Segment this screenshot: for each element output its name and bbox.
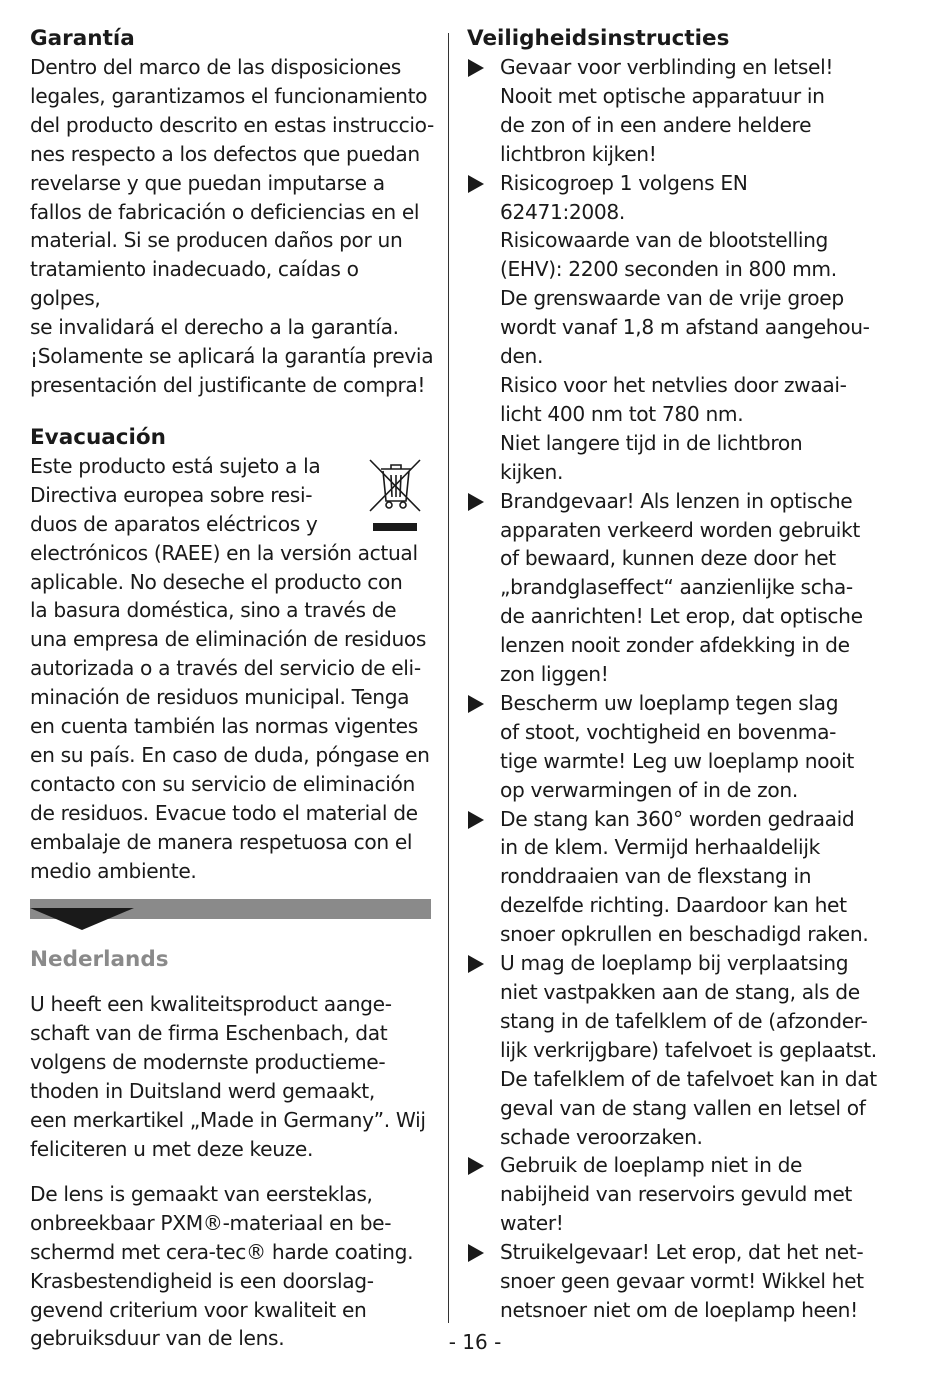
nederlands-lens-text: De lens is gemaakt van eersteklas, onbreekbaar PXM®-materiaal en be- schermd met cera-tec® harde coating. Krasbestendigheid is een doorslag- gevend criterium voor kwaliteit en gebruiksduur van de lens. bbox=[30, 1181, 414, 1351]
garantia-text: Dentro del marco de las disposiciones legales, garantizamos el funcionamiento del producto descrito en estas instruccio- nes respecto a los defectos que puedan revelarse y que puedan imputarse a fallos de fabricación o deficiencias en el material. Si se producen daños por un tratamiento inadecuado, caídas o golpes, se invalidará el derecho a la garantía. ¡Solamente se aplicará la garantía previa presentación del justificante de compra! bbox=[30, 55, 434, 397]
bullet-triangle-icon bbox=[468, 1244, 484, 1262]
safety-item-text: U mag de loeplamp bij verplaatsing niet vastpakken aan de stang, als de stang in de tafelklem of de (afzonder- lijk verkrijgbare) tafelvoet is geplaatst. De tafelklem of de tafelvoet kan in dat geval van de stang vallen en letsel of schade veroorzaken. bbox=[500, 951, 877, 1149]
nederlands-intro-text: U heeft een kwaliteitsproduct aange- schaft van de firma Eschenbach, dat volgens de modernste productieme- thoden in Duitsland werd gemaakt, een merkartikel „Made in Germany”. Wij feliciteren u met deze keuze. bbox=[30, 992, 426, 1161]
safety-item-text: Struikelgevaar! Let erop, dat het net- snoer geen gevaar vormt! Wikkel het netsnoer niet om de loeplamp heen! bbox=[500, 1240, 864, 1322]
evacuacion-section bbox=[30, 423, 435, 886]
bullet-triangle-icon bbox=[468, 175, 484, 193]
bullet-triangle-icon bbox=[468, 59, 484, 77]
list-item bbox=[467, 949, 897, 1151]
bullet-triangle-icon bbox=[468, 811, 484, 829]
list-item bbox=[467, 1151, 897, 1238]
bullet-triangle-icon bbox=[468, 1157, 484, 1175]
evacuacion-text: Este producto está sujeto a la Directiva europea sobre resi- duos de aparatos eléctricos y electrónicos (RAEE) en la versión actual aplicable. No deseche el producto con la basura doméstica, sino a través de una empresa de eliminación de residuos autorizada o a través del servicio de eli- minación de residuos municipal. Tenga en cuenta también las normas vigentes en su país. En caso de duda, póngase en contacto con su servicio de eliminación de residuos. Evacue todo el material de embalaje de manera respetuosa con el medio ambiente. bbox=[30, 453, 430, 883]
section-arrow-icon bbox=[30, 908, 134, 930]
bullet-triangle-icon bbox=[468, 955, 484, 973]
safety-item-text: Gebruik de loeplamp niet in de nabijheid van reservoirs gevuld met water! bbox=[500, 1153, 853, 1236]
bullet-triangle-icon bbox=[468, 493, 484, 511]
list-item bbox=[467, 169, 897, 487]
bullet-triangle-icon bbox=[468, 695, 484, 713]
list-item bbox=[467, 487, 897, 689]
garantia-heading: Garantía bbox=[30, 26, 135, 51]
column-divider bbox=[448, 33, 449, 1323]
list-item bbox=[467, 1238, 897, 1325]
page-number: - 16 - bbox=[448, 1330, 502, 1354]
safety-item-text: De stang kan 360° worden gedraaid in de klem. Vermijd herhaaldelijk ronddraaien van de flexstang in dezelfde richting. Daardoor kan het snoer opkrullen en beschadigd raken. bbox=[500, 806, 869, 947]
list-item bbox=[467, 805, 897, 950]
list-item bbox=[467, 689, 897, 805]
right-column bbox=[467, 24, 897, 1325]
safety-list bbox=[467, 53, 897, 1325]
evacuacion-heading: Evacuación bbox=[30, 424, 166, 450]
list-item bbox=[467, 53, 897, 169]
weee-crossed-bin-icon bbox=[367, 457, 423, 535]
safety-item-text: Bescherm uw loeplamp tegen slag of stoot, vochtigheid en bovenma- tige warmte! Leg uw loeplamp nooit op verwarmingen of in de zon. bbox=[500, 690, 854, 802]
language-band bbox=[30, 899, 431, 919]
left-column bbox=[30, 24, 435, 1353]
veiligheid-heading: Veiligheidsinstructies bbox=[467, 26, 730, 51]
nederlands-heading: Nederlands bbox=[30, 947, 169, 973]
safety-item-text: Gevaar voor verblinding en letsel! Nooit met optische apparatuur in de zon of in een andere heldere lichtbron kijken! bbox=[500, 55, 834, 166]
safety-item-text: Brandgevaar! Als lenzen in optische apparaten verkeerd worden gebruikt of bewaard, kunnen deze door het „brandglaseffect“ aanzienlijke scha- de aanrichten! Let erop, dat optische lenzen nooit zonder afdekking in de zon liggen! bbox=[500, 488, 863, 687]
safety-item-text: Risicogroep 1 volgens EN 62471:2008. Risicowaarde van de blootstelling (EHV): 2200 seconden in 800 mm. De grenswaarde van de vrije groep wordt vanaf 1,8 m afstand aangehou- den. Risico voor het netvlies door zwaai- licht 400 nm tot 780 nm. Niet langere tijd in de lichtbron kijken. bbox=[500, 170, 870, 484]
